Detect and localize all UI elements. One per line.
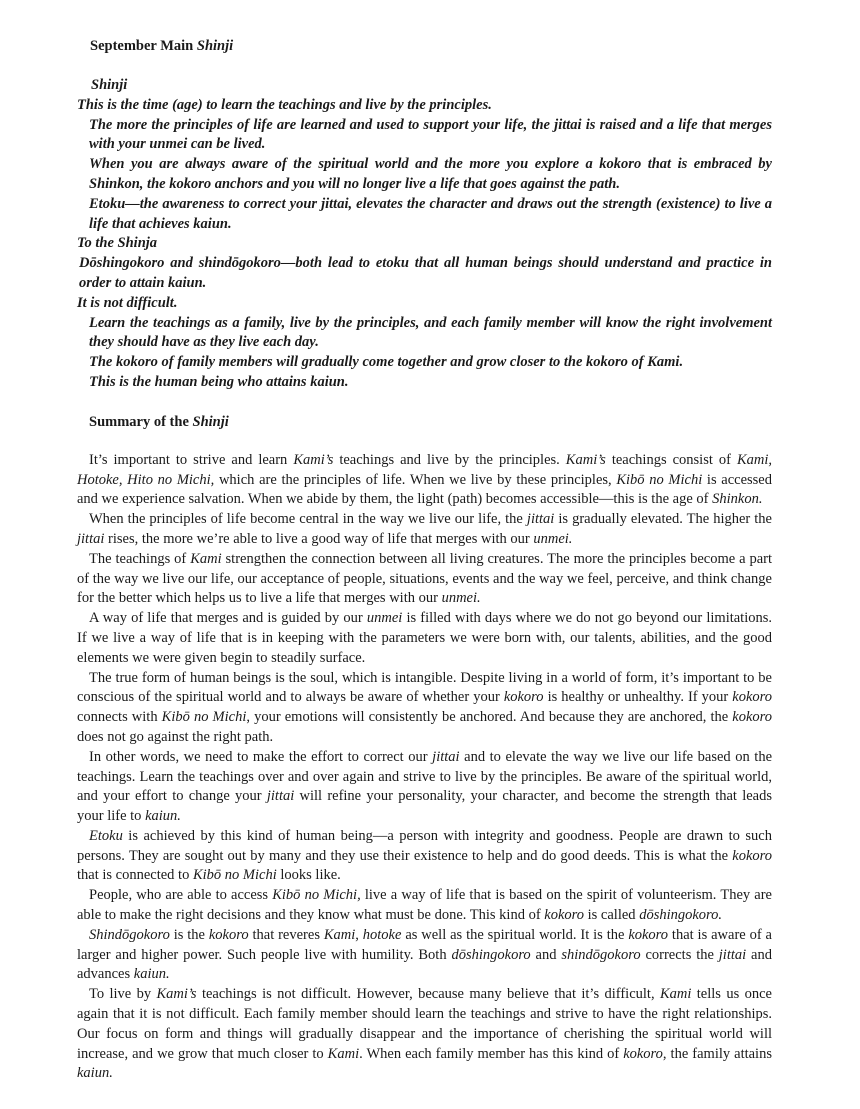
shinji-line: It is not difficult. [77,294,178,311]
document-title-text: September Main [90,38,197,54]
shinji-line: Learn the teachings as a family, live by the principles, and each family member will know the right involvement they should have as they live each day. [89,314,772,351]
summary-paragraph: To live by Kami’s teachings is not difficult. However, because many believe that it’s difficult, Kami tells us once again that it is not difficult. Each family member should learn the teachings and strive to have the right relationships. Our focus on form and things will gradually disappear and the importance of cherishing the spiritual world will increase, and we grow that much closer to Kami. When each family member has this kind of kokoro, the family attains kaiun. [77,986,772,1082]
summary-paragraph: The teachings of Kami strengthen the connection between all living creatures. The more the principles become a part of the way we live our life, our acceptance of people, situations, events and the way we feel, perceive, and think change for the better which helps us to live a life that merges with our unmei. [77,550,773,607]
shinji-line: The kokoro of family members will gradually come together and grow closer to the kokoro of Kami. [89,354,684,371]
summary-paragraph: The true form of human beings is the soul, which is intangible. Despite living in a world of form, it’s important to be conscious of the spiritual world and to always be aware of whether your kokoro is healthy or unhealthy. If your kokoro connects with Kibō no Michi, your emotions will consistently be anchored. And because they are anchored, the kokoro does not go against the right path. [77,669,772,745]
summary-paragraph: Shindōgokoro is the kokoro that reveres Kami, hotoke as well as the spiritual world. It is the kokoro that is aware of a larger and higher power. Such people live with humility. Both dōshingokoro and shindōgokoro corrects the jittai and advances kaiun. [77,926,772,983]
shinji-line: The more the principles of life are learned and used to support your life, the jittai is raised and a life that merges with your unmei can be lived. [89,116,772,153]
shinji-line: Etoku—the awareness to correct your jittai, elevates the character and draws out the strength (existence) to live a life that achieves kaiun. [89,195,772,232]
shinji-line: When you are always aware of the spiritual world and the more you explore a kokoro that is embraced by Shinkon, the kokoro anchors and you will no longer live a life that goes against the path. [89,156,772,192]
shinji-line: This is the human being who attains kaiun. [89,373,349,390]
shinji-line: To the Shinja [77,235,158,252]
document-title [90,36,772,56]
shinji-label: Shinji [91,77,128,93]
summary-paragraph: Etoku is achieved by this kind of human being—a person with integrity and goodness. People are drawn to such persons. They are sought out by many and they use their existence to help and do good deeds. This is what the kokoro that is connected to Kibō no Michi looks like. [77,827,772,884]
summary-paragraph: In other words, we need to make the effort to correct our jittai and to elevate the way we live our life based on the teachings. Learn the teachings over and over again and strive to live by the principles. Be aware of the spiritual world, and your effort to change your jittai will refine your personality, your character, and become the strength that leads your life to kaiun. [77,748,773,825]
summary-title-italic: Shinji [192,413,229,430]
summary-title-text: Summary of the [89,413,193,430]
document-title-italic: Shinji [196,38,234,54]
shinji-line: This is the time (age) to learn the teachings and live by the principles. [77,96,492,113]
summary-body [77,451,772,1085]
summary-paragraph: When the principles of life become central in the way we live our life, the jittai is gradually elevated. The higher the jittai rises, the more we’re able to live a good way of life that merges with our unmei. [77,511,772,547]
shinji-text [77,96,772,393]
shinji-line: Dōshingokoro and shindōgokoro—both lead to etoku that all human beings should understand and practice in order to attain kaiun. [79,255,772,291]
summary-paragraph: A way of life that merges and is guided by our unmei is filled with days where we do not go beyond our limitations. If we live a way of life that is in keeping with the parameters we were born with, our talents, abilities, and the good elements we were given begin to steadily surface. [77,610,773,666]
summary-title [89,412,772,432]
summary-paragraph: It’s important to strive and learn Kami’s teachings and live by the principles. Kami’s teachings consist of Kami, Hotoke, Hito no Michi, which are the principles of life. When we live by these principles, Kibō no Michi is accessed and we experience salvation. When we abide by them, the light (path) becomes accessible—this is the age of Shinkon. [77,451,772,508]
summary-paragraph: People, who are able to access Kibō no Michi, live a way of life that is based on the spirit of volunteerism. They are able to make the right decisions and they know what must be done. This kind of kokoro is called dōshingokoro. [77,887,772,924]
